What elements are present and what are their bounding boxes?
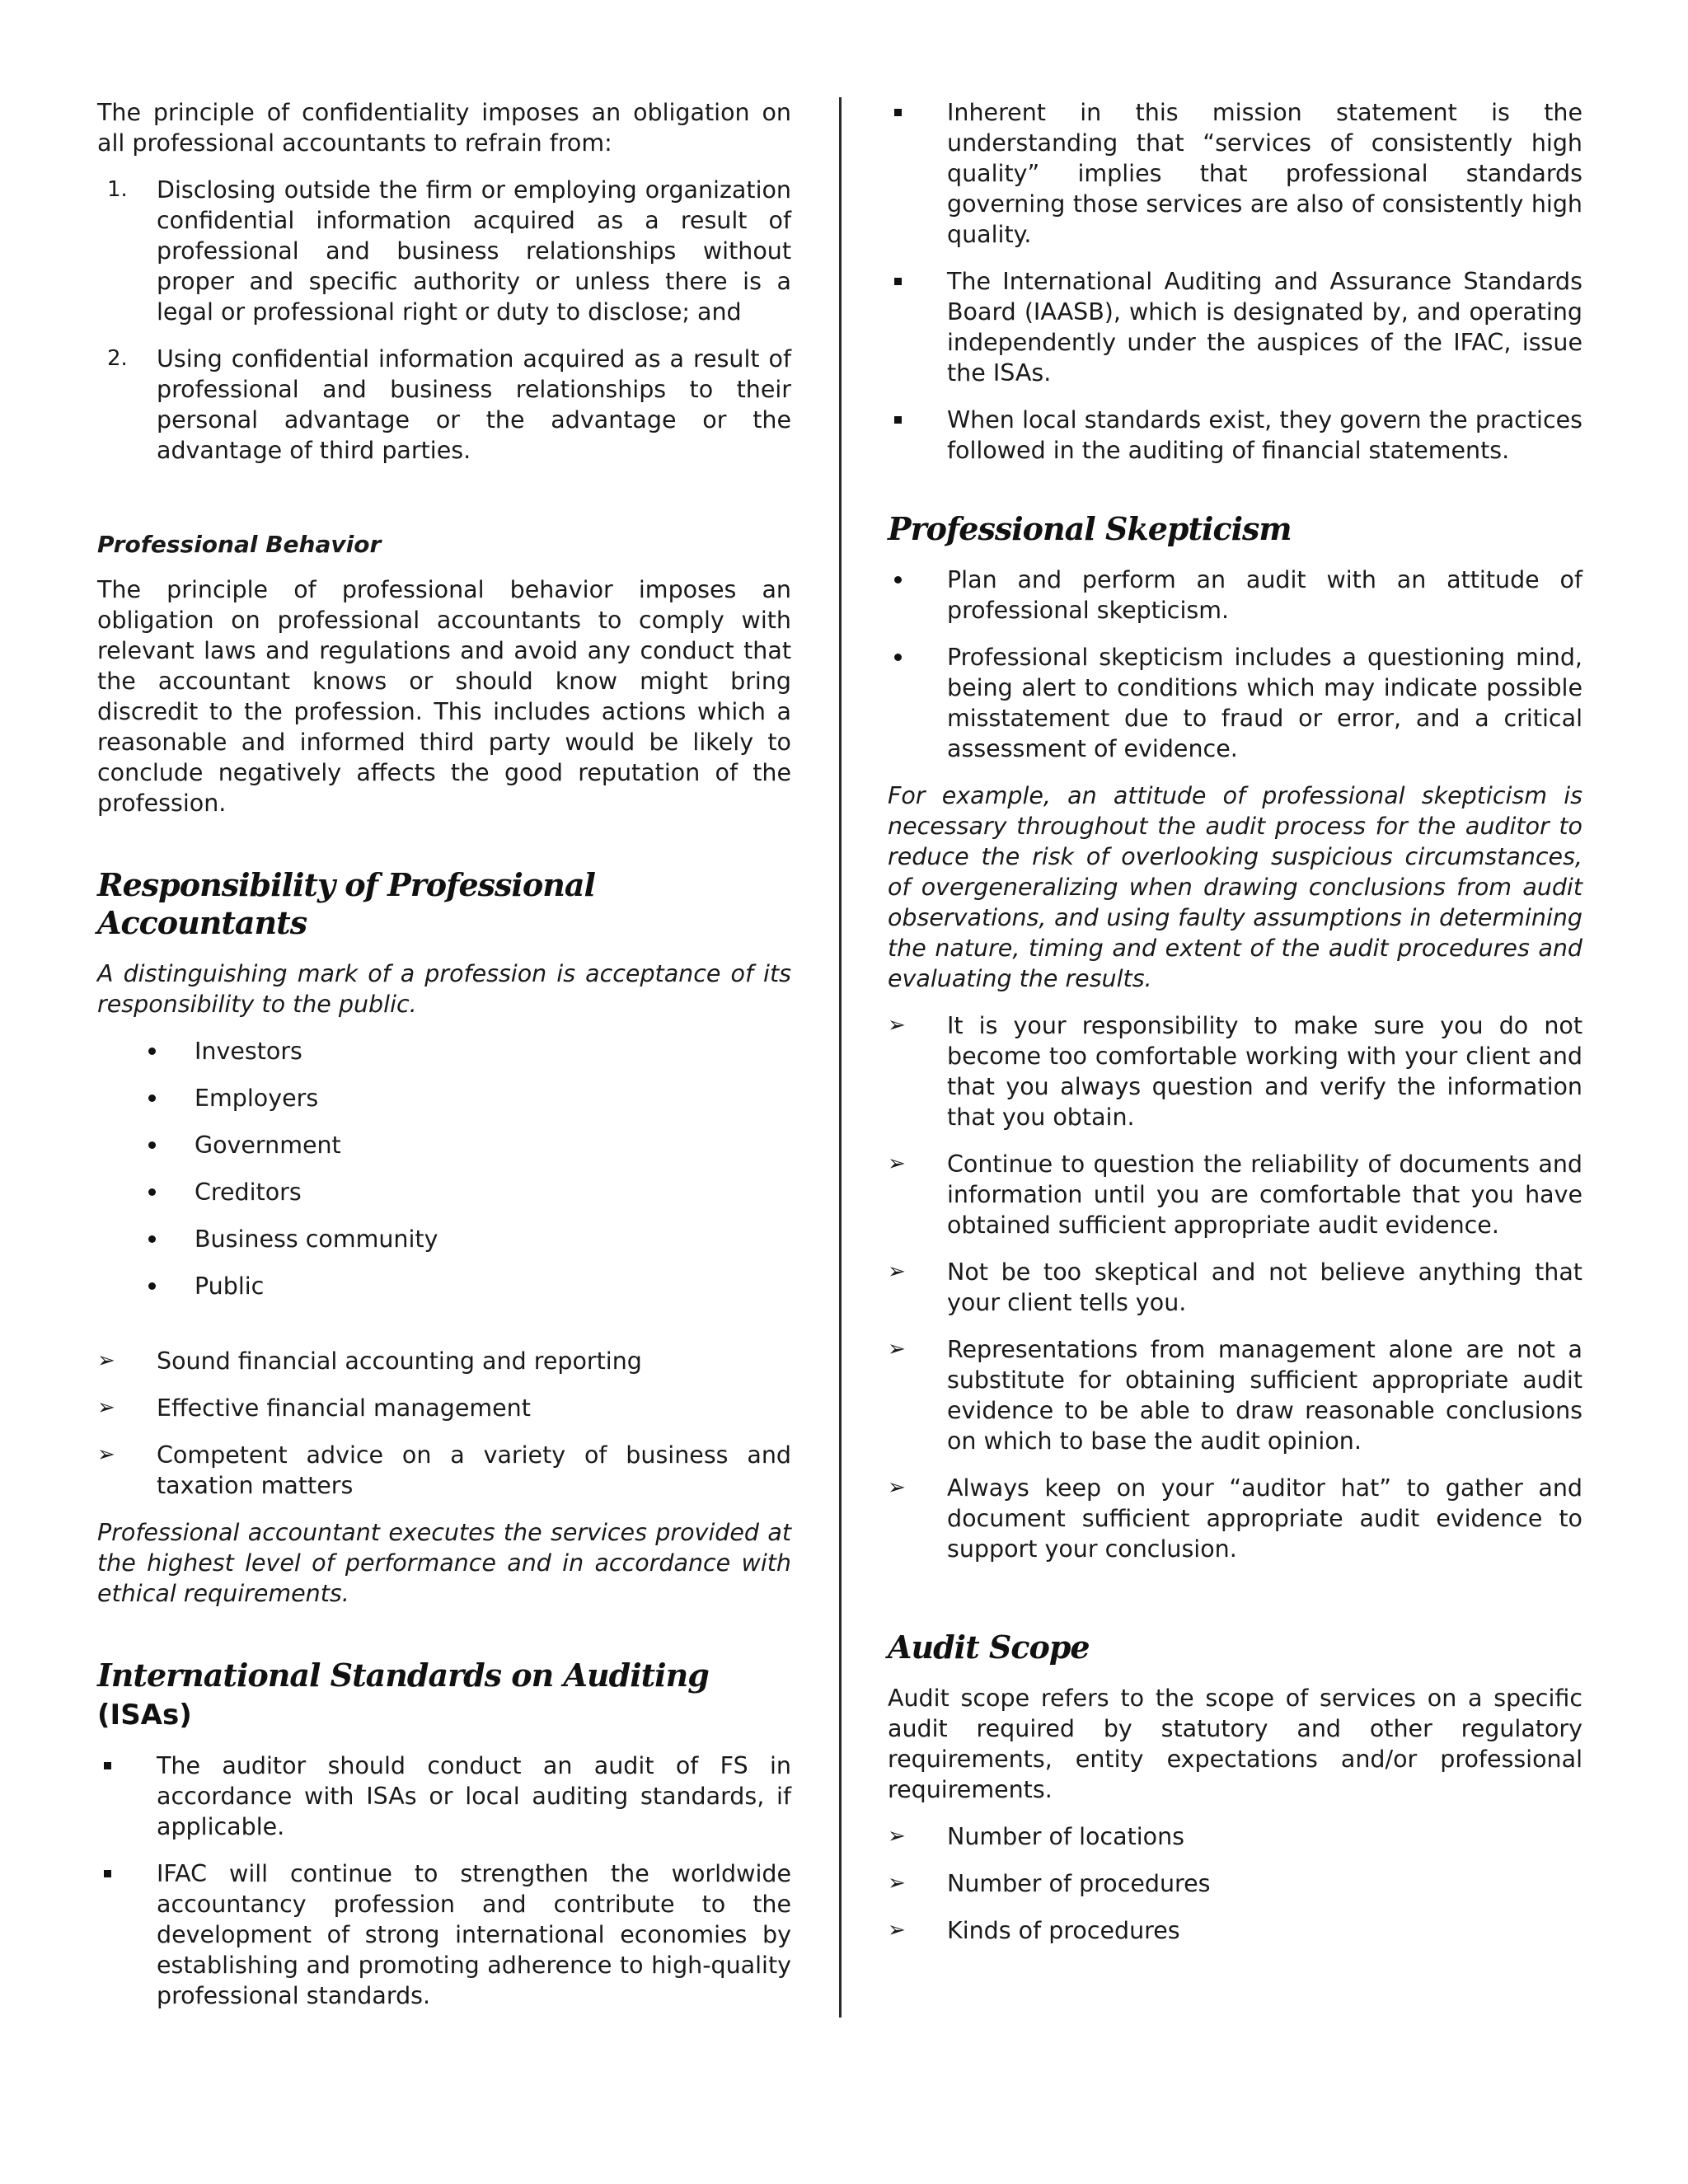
list-item (97, 1393, 791, 1423)
list-item-text: Competent advice on a variety of business and taxation matters (157, 1441, 791, 1499)
isa-heading (97, 1657, 791, 1734)
list-item-text: When local standards exist, they govern the practices followed in the auditing of financial statements. (947, 406, 1582, 464)
arrow-bullet-icon: ➢ (888, 1918, 906, 1943)
list-item-text: Government (195, 1132, 341, 1159)
audit-scope-text: Audit scope refers to the scope of services on a specific audit required by statutory and other regulatory requirements, entity expectations and/or professional requirements. (888, 1685, 1582, 1803)
list-item (97, 344, 791, 466)
isa-heading-suffix: (ISAs) (97, 1699, 192, 1732)
list-item-text: Creditors (195, 1179, 302, 1206)
arrow-bullet-icon: ➢ (97, 1442, 115, 1467)
services-list (97, 1346, 791, 1501)
list-item (97, 1083, 791, 1113)
list-item-text: Continue to question the reliability of documents and information until you are comfortable that you have obtained sufficient appropriate audit evidence. (947, 1151, 1582, 1239)
skepticism-points (888, 1010, 1582, 1564)
list-item-text: It is your responsibility to make sure you do not become too comfortable working with your client and that you always question and verify the information that you obtain. (947, 1012, 1582, 1131)
arrow-bullet-icon: ➢ (888, 1475, 906, 1500)
list-item-text: Disclosing outside the firm or employing organization confidential information acquired as a result of professional and business relationships without proper and specific authority or unless there is a legal or professional right or duty to disclose; and (157, 176, 791, 326)
responsibility-closing: Professional accountant executes the services provided at the highest level of performance and in accordance with ethical requirements. (97, 1519, 791, 1607)
audit-scope-heading: Audit Scope (888, 1629, 1090, 1666)
list-item (888, 1149, 1582, 1240)
list-item-text: The auditor should conduct an audit of FS in accordance with ISAs or local auditing standards, if applicable. (157, 1752, 791, 1840)
list-item-text: Effective financial management (157, 1394, 531, 1422)
list-item-text: Representations from management alone are not a substitute for obtaining sufficient appropriate audit evidence to be able to draw reasonable conclusions on which to base the audit opinion. (947, 1336, 1582, 1455)
list-item (888, 1915, 1582, 1946)
list-item-text: Public (195, 1272, 265, 1300)
responsibility-heading: Responsibility of Professional Accountants (97, 866, 595, 941)
list-item-text: Professional skepticism includes a questioning mind, being alert to conditions which may indicate possible misstatement due to fraud or error, and a critical assessment of evidence. (947, 644, 1582, 762)
list-item-text: The International Auditing and Assurance Standards Board (IAASB), which is designated by, and operating independently under the auspices of the IFAC, issue the ISAs. (947, 268, 1582, 387)
list-item (97, 1177, 791, 1207)
list-item (97, 1130, 791, 1160)
list-item (97, 1036, 791, 1066)
list-item (97, 1271, 791, 1301)
responsibility-intro: A distinguishing mark of a profession is acceptance of its responsibility to the public. (97, 960, 791, 1018)
arrow-bullet-icon: ➢ (888, 1337, 906, 1361)
arrow-bullet-icon: ➢ (97, 1395, 115, 1420)
list-item (888, 1334, 1582, 1456)
list-item-text: Number of locations (947, 1823, 1185, 1850)
list-item (888, 1473, 1582, 1564)
list-item (888, 642, 1582, 764)
arrow-bullet-icon: ➢ (888, 1871, 906, 1896)
list-item-text: IFAC will continue to strengthen the worldwide accountancy profession and contribute to the development of strong international economies by establishing and promoting adherence to high-quality professional standards. (157, 1860, 791, 2009)
list-item (888, 1257, 1582, 1318)
professional-behavior-text: The principle of professional behavior imposes an obligation on professional accountants to comply with relevant laws and regulations and avoid any conduct that the accountant knows or should know might bring discredit to the profession. This includes actions which a reasonable and informed third party would be likely to conclude negatively affects the good reputation of the profession. (97, 576, 791, 817)
list-item-text: Sound financial accounting and reporting (157, 1347, 642, 1375)
list-item (97, 1346, 791, 1376)
list-number: 1. (107, 177, 128, 202)
list-item (888, 1010, 1582, 1132)
list-item (888, 266, 1582, 388)
public-list (97, 1036, 791, 1301)
arrow-bullet-icon: ➢ (888, 1259, 906, 1284)
list-item-text: Using confidential information acquired as a result of professional and business relationships to their personal advantage or the advantage or the advantage of third parties. (157, 345, 791, 464)
list-item-text: Inherent in this mission statement is the understanding that “services of consistently high quality” implies that professional standards governing those services are also of consistently high quality. (947, 99, 1582, 248)
isa-list (97, 1750, 791, 2011)
right-column (888, 97, 1582, 1962)
list-number: 2. (107, 346, 128, 371)
list-item-text: Number of procedures (947, 1870, 1211, 1897)
arrow-bullet-icon: ➢ (97, 1348, 115, 1373)
arrow-bullet-icon: ➢ (888, 1151, 906, 1176)
list-item-text: Not be too skeptical and not believe anything that your client tells you. (947, 1258, 1582, 1316)
list-item (97, 175, 791, 327)
list-item (888, 405, 1582, 466)
isa-heading-text: International Standards on Auditing (97, 1657, 709, 1694)
professional-behavior-heading: Professional Behavior (97, 531, 382, 558)
confidentiality-intro: The principle of confidentiality imposes an obligation on all professional accountants to refrain from: (97, 99, 791, 157)
arrow-bullet-icon: ➢ (888, 1013, 906, 1038)
list-item (97, 1440, 791, 1501)
confidentiality-list (97, 175, 791, 466)
audit-scope-list (888, 1821, 1582, 1946)
list-item (888, 97, 1582, 250)
arrow-bullet-icon: ➢ (888, 1824, 906, 1849)
list-item (888, 565, 1582, 626)
isa-list-continued (888, 97, 1582, 466)
list-item-text: Always keep on your “auditor hat” to gather and document sufficient appropriate audit evidence to support your conclusion. (947, 1474, 1582, 1563)
list-item (888, 1821, 1582, 1852)
list-item-text: Business community (195, 1226, 438, 1253)
column-divider (839, 97, 842, 2018)
list-item (97, 1858, 791, 2011)
skepticism-list (888, 565, 1582, 764)
skepticism-example: For example, an attitude of professional skepticism is necessary throughout the audit process for the auditor to reduce the risk of overlooking suspicious circumstances, of overgeneralizing when drawing conclusions from audit observations, and using faulty assumptions in determining the nature, timing and extent of the audit procedures and evaluating the results. (888, 782, 1582, 992)
professional-skepticism-heading: Professional Skepticism (888, 510, 1292, 547)
list-item (888, 1868, 1582, 1899)
list-item-text: Investors (195, 1038, 302, 1065)
list-item (97, 1750, 791, 1842)
list-item-text: Employers (195, 1085, 319, 1112)
list-item-text: Plan and perform an audit with an attitude of professional skepticism. (947, 566, 1582, 624)
list-item (97, 1224, 791, 1254)
left-column (97, 97, 791, 2027)
list-item-text: Kinds of procedures (947, 1917, 1180, 1944)
